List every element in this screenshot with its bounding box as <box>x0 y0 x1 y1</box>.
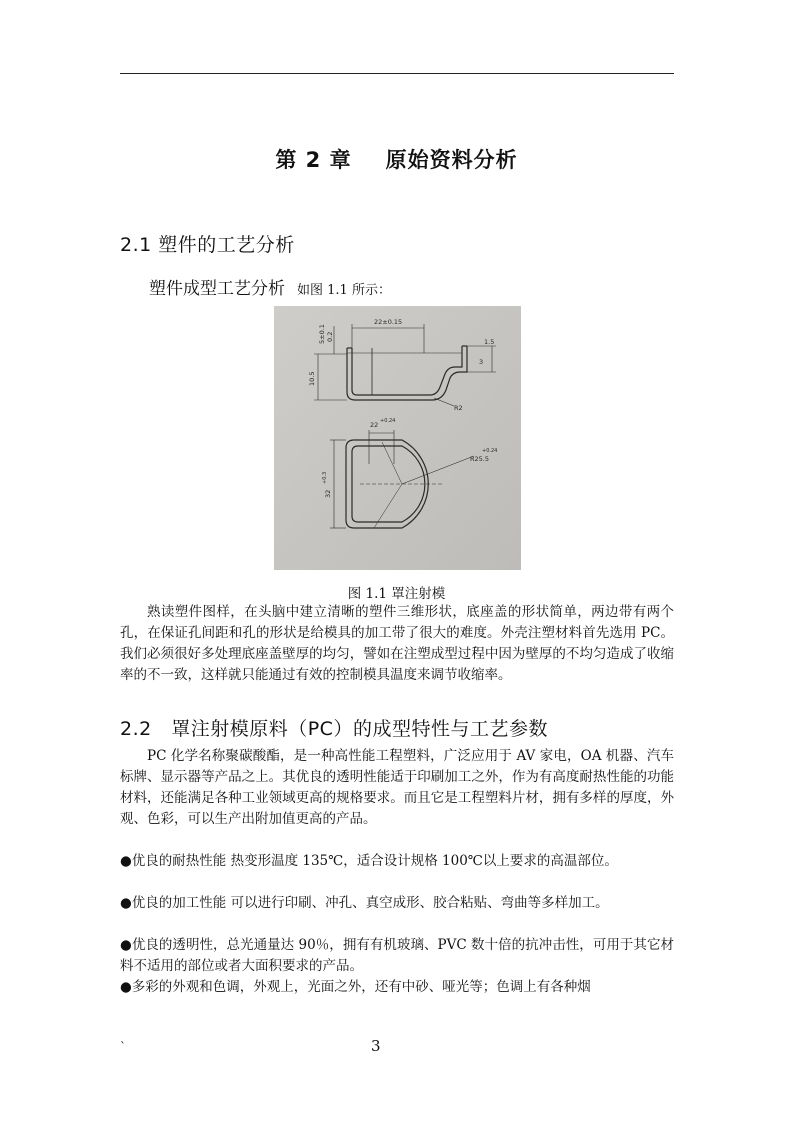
header-rule <box>120 73 674 74</box>
dim-right-height: 3 <box>479 358 484 366</box>
subsection-heading <box>149 274 391 299</box>
subsection-title: 塑件成型工艺分析 <box>149 279 285 299</box>
dim-slot-tol: +0.24 <box>380 418 396 424</box>
dim-bottom-height: 32 <box>324 489 332 498</box>
dim-radius-tol: +0.24 <box>482 448 498 454</box>
footer-mark: ` <box>120 1040 126 1054</box>
dim-slot-width: 22 <box>370 421 379 429</box>
figure-caption: 图 1.1 罩注射模 <box>347 586 446 602</box>
figure-reference: 如图 1.1 所示： <box>297 283 391 298</box>
dim-left-stack: 5±0.1 <box>318 324 326 344</box>
chapter-name: 原始资料分析 <box>385 148 518 172</box>
dim-radius-large: R25.5 <box>470 455 489 463</box>
part-drawing <box>274 306 521 570</box>
paragraph-part-analysis: 熟读塑件图样，在头脑中建立清晰的塑件三维形状，底座盖的形状简单，两边带有两个孔，在保证孔间距和孔的形状是给模具的加工带了很大的难度。外壳注塑材料首先选用 PC。我们必须很好多处理底座盖壁厚的均匀，譬如在注塑成型过程中因为壁厚的不均匀造成了收缩率的不一致，这样就只能通过有效的控制模具温度来调节收缩率。 <box>120 604 674 683</box>
section-heading-2-2: 2.2 罩注射模原料（PC）的成型特性与工艺参数 <box>120 718 548 740</box>
dim-bottom-tol: +0.3 <box>322 471 328 484</box>
bullet-processing: ●优良的加工性能 可以进行印刷、冲孔、真空成形、胶合粘贴、弯曲等多样加工。 <box>120 895 609 911</box>
chapter-number: 第 2 章 <box>275 148 352 172</box>
bullet-heat-resistance: ●优良的耐热性能 热变形温度 135℃，适合设计规格 100℃以上要求的高温部位。 <box>120 853 618 869</box>
dim-top-width: 22±0.15 <box>374 318 403 326</box>
bullet-transparency: ●优良的透明性，总光通量达 90％，拥有有机玻璃、PVC 数十倍的抗冲击性，可用于其它材料不适用的部位或者大面积要求的产品。 <box>120 937 674 974</box>
dim-left-small: 0.2 <box>326 331 334 342</box>
dim-radius-small: R2 <box>454 404 463 412</box>
bullet-appearance: ●多彩的外观和色调，外观上，光面之外，还有中砂、哑光等；色调上有各种烟 <box>120 979 591 995</box>
dim-right-top: 1.5 <box>484 338 495 346</box>
page-number: 3 <box>371 1037 381 1055</box>
section-heading-2-1: 2.1 塑件的工艺分析 <box>120 234 295 256</box>
technical-drawing-photo <box>274 306 521 570</box>
paragraph-pc-material: PC 化学名称聚碳酸酯，是一种高性能工程塑料，广泛应用于 AV 家电，OA 机器、汽车标牌、显示器等产品之上。其优良的透明性能适于印刷加工之外，作为有高度耐热性能的功能材料，还能满足各种工业领域更高的规格要求。而且它是工程塑料片材，拥有多样的厚度，外观、色彩，可以生产出附加值更高的产品。 <box>120 748 674 827</box>
chapter-title <box>0 144 793 174</box>
dim-left-height: 10.5 <box>308 371 316 386</box>
